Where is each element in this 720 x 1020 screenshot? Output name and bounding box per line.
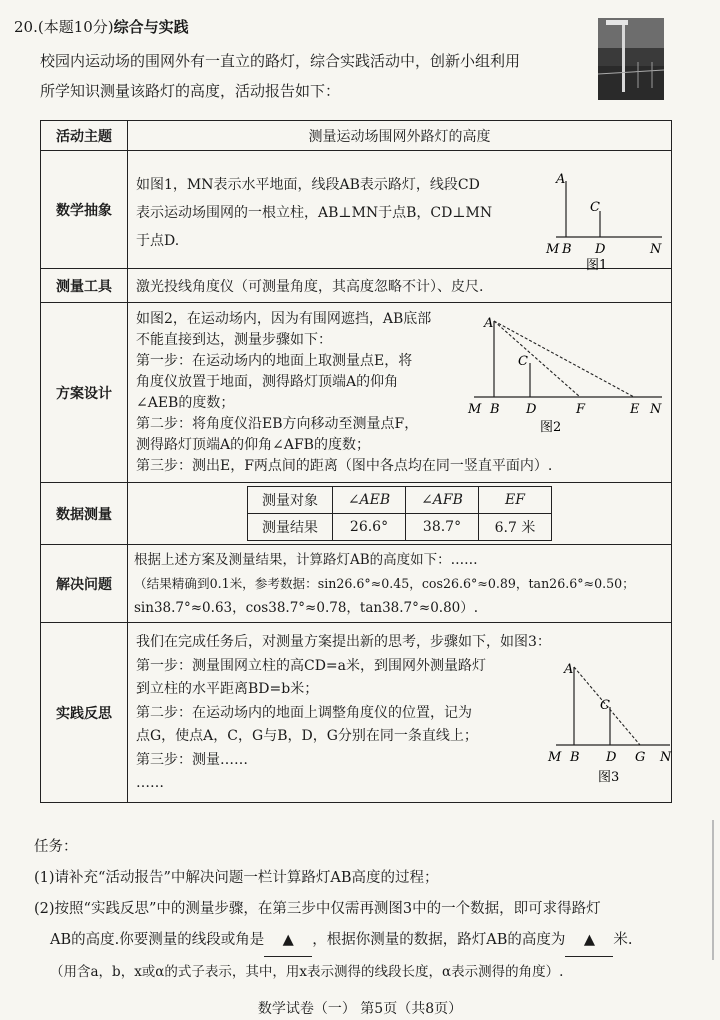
fig3-label-A: A xyxy=(564,662,574,677)
reflection-line-6: 第三步：测量…… xyxy=(136,751,248,768)
measure-col-AEB: ∠AEB xyxy=(333,487,406,514)
fig1-caption: 图1 xyxy=(586,258,608,273)
tasks-section xyxy=(34,832,694,988)
plan-line-6: 第二步：将角度仪沿EB方向移动至测量点F， xyxy=(136,416,419,432)
question-intro xyxy=(40,46,600,106)
page-footer: 数学试卷（一） 第5页（共8页） xyxy=(257,1001,463,1017)
solve-line-1: 根据上述方案及测量结果，计算路灯AB的高度如下：…… xyxy=(134,551,478,568)
fig2-sight-AF xyxy=(494,321,580,397)
fig2-label-A: A xyxy=(484,316,494,331)
measure-label-results: 测量结果 xyxy=(248,514,333,541)
row-solve-body xyxy=(128,545,672,623)
reflection-line-5: 点G，使点A，C，G与B，D，G分别在同一条直线上； xyxy=(136,728,478,744)
reflection-line-2: 第一步：测量围网立柱的高CD=a米，到围网外测量路灯 xyxy=(136,657,487,674)
street-lamp-photo xyxy=(598,18,664,100)
plan-line-2: 不能直接到达，测量步骤如下： xyxy=(136,332,332,348)
activity-report-table xyxy=(40,120,672,803)
plan-line-3: 第一步：在运动场内的地面上取测量点E，将 xyxy=(136,353,413,369)
fig1-label-M: M xyxy=(546,242,560,257)
report-row-abstraction xyxy=(41,151,672,269)
plan-line-1: 如图2，在运动场内，因为有围网遮挡，AB底部 xyxy=(136,311,432,327)
report-row-plan xyxy=(41,303,672,483)
row-head-reflection: 实践反思 xyxy=(41,623,128,803)
plan-line-4: 角度仪放置于地面，测得路灯顶端A的仰角 xyxy=(136,374,399,390)
row-data-body xyxy=(128,483,672,545)
fig3-label-G: G xyxy=(635,750,646,765)
report-row-data xyxy=(41,483,672,545)
abstraction-line-1: 如图1，MN表示水平地面，线段AB表示路灯，线段CD xyxy=(136,177,480,193)
fig3-label-B: B xyxy=(570,750,580,765)
reflection-line-3: 到立柱的水平距离BD=b米； xyxy=(136,681,319,697)
plan-line-7: 测得路灯顶端A的仰角∠AFB的度数； xyxy=(136,437,370,453)
row-head-tools: 测量工具 xyxy=(41,269,128,303)
row-plan-body xyxy=(128,303,672,483)
fig2-label-F: F xyxy=(576,402,586,417)
intro-line-1: 校园内运动场的围网外有一直立的路灯，综合实践活动中，创新小组利用 xyxy=(40,52,521,70)
fig1-label-C: C xyxy=(590,200,600,215)
solve-line-3: sin38.7°≈0.63，cos38.7°≈0.78，tan38.7°≈0.80）. xyxy=(134,599,479,616)
fig1-label-D: D xyxy=(595,242,606,257)
report-row-reflection xyxy=(41,623,672,803)
question-number: 20. xyxy=(14,18,38,36)
reflection-line-7: …… xyxy=(136,775,164,791)
figure-2 xyxy=(464,309,670,433)
question-score: (本题10分) xyxy=(37,18,114,36)
measure-value-AFB: 38.7° xyxy=(406,514,479,541)
question-topic: 综合与实践 xyxy=(113,18,189,36)
plan-line-8: 第三步：测出E，F两点间的距离（图中各点均在同一竖直平面内）. xyxy=(136,458,553,474)
measure-row-results xyxy=(248,514,552,541)
measurement-table xyxy=(247,486,552,541)
abstraction-text xyxy=(136,171,536,255)
report-row-theme xyxy=(41,121,672,151)
fig2-label-N: N xyxy=(650,402,662,417)
fig1-label-B: B xyxy=(562,242,572,257)
fig2-label-M: M xyxy=(468,402,482,417)
fig2-sight-AE xyxy=(494,321,634,397)
abstraction-line-3: 于点D. xyxy=(136,233,180,249)
fig2-label-E: E xyxy=(630,402,640,417)
measure-value-AEB: 26.6° xyxy=(333,514,406,541)
report-row-solve xyxy=(41,545,672,623)
solve-line-2: （结果精确到0.1米，参考数据：sin26.6°≈0.45，cos26.6°≈0.89，tan26.6°≈0.50； xyxy=(134,575,635,591)
row-abstraction-body xyxy=(128,151,672,273)
fig2-caption: 图2 xyxy=(540,420,562,435)
intro-line-2: 所学知识测量该路灯的高度，活动报告如下： xyxy=(40,82,341,100)
measure-value-EF: 6.7 米 xyxy=(479,514,552,541)
answer-blank-2[interactable]: ▲ xyxy=(565,925,613,957)
row-head-plan: 方案设计 xyxy=(41,303,128,483)
page-edge-shadow xyxy=(712,820,714,960)
task-2-text-c: 米. xyxy=(613,932,633,948)
fig1-label-A: A xyxy=(556,172,566,187)
abstraction-line-2: 表示运动场围网的一根立柱，AB⊥MN于点B，CD⊥MN xyxy=(136,205,493,221)
question-header xyxy=(14,16,189,37)
row-head-solve: 解决问题 xyxy=(41,545,128,623)
reflection-line-4: 第二步：在运动场内的地面上调整角度仪的位置，记为 xyxy=(136,704,472,721)
row-head-abstraction: 数学抽象 xyxy=(41,151,128,269)
task-2-line-1: (2)按照“实践反思”中的测量步骤，在第三步中仅需再测图3中的一个数据，即可求得路灯 xyxy=(34,901,601,917)
reflection-line-1: 我们在完成任务后，对测量方案提出新的思考，步骤如下，如图3： xyxy=(136,634,551,650)
fig2-label-C: C xyxy=(518,354,528,369)
task-2-text-a: AB的高度.你要测量的线段或角是 xyxy=(50,932,265,948)
tasks-title: 任务： xyxy=(34,839,78,855)
measure-col-EF: EF xyxy=(479,487,552,514)
row-theme-content: 测量运动场围网外路灯的高度 xyxy=(128,121,672,151)
measure-col-AFB: ∠AFB xyxy=(406,487,479,514)
figure-3 xyxy=(546,655,676,785)
plan-line-5: ∠AEB的度数； xyxy=(136,395,235,411)
task-2-line-2 xyxy=(34,925,694,957)
task-2-text-b: ，根据你测量的数据，路灯AB的高度为 xyxy=(312,932,566,948)
task-1: (1)请补充“活动报告”中解决问题一栏计算路灯AB高度的过程； xyxy=(34,870,439,886)
fig2-label-D: D xyxy=(526,402,537,417)
fig3-caption: 图3 xyxy=(598,770,620,785)
fig1-label-N: N xyxy=(650,242,662,257)
figure-1 xyxy=(538,153,674,273)
report-row-tools xyxy=(41,269,672,303)
task-2-line-3: （用含a，b，x或α的式子表示，其中，用x表示测得的线段长度，α表示测得的角度）. xyxy=(50,964,564,980)
row-head-theme: 活动主题 xyxy=(41,121,128,151)
fig3-label-N: N xyxy=(660,750,672,765)
fig2-label-B: B xyxy=(490,402,500,417)
fig3-label-C: C xyxy=(600,698,610,713)
fig3-label-D: D xyxy=(606,750,617,765)
solve-text xyxy=(128,548,671,620)
measure-label-objects: 测量对象 xyxy=(248,487,333,514)
fig3-label-M: M xyxy=(548,750,562,765)
answer-blank-1[interactable]: ▲ xyxy=(264,925,312,957)
row-head-data: 数据测量 xyxy=(41,483,128,545)
row-reflection-body xyxy=(128,623,672,803)
row-tools-content: 激光投线角度仪（可测量角度，其高度忽略不计）、皮尺. xyxy=(128,269,672,303)
measure-row-objects xyxy=(248,487,552,514)
